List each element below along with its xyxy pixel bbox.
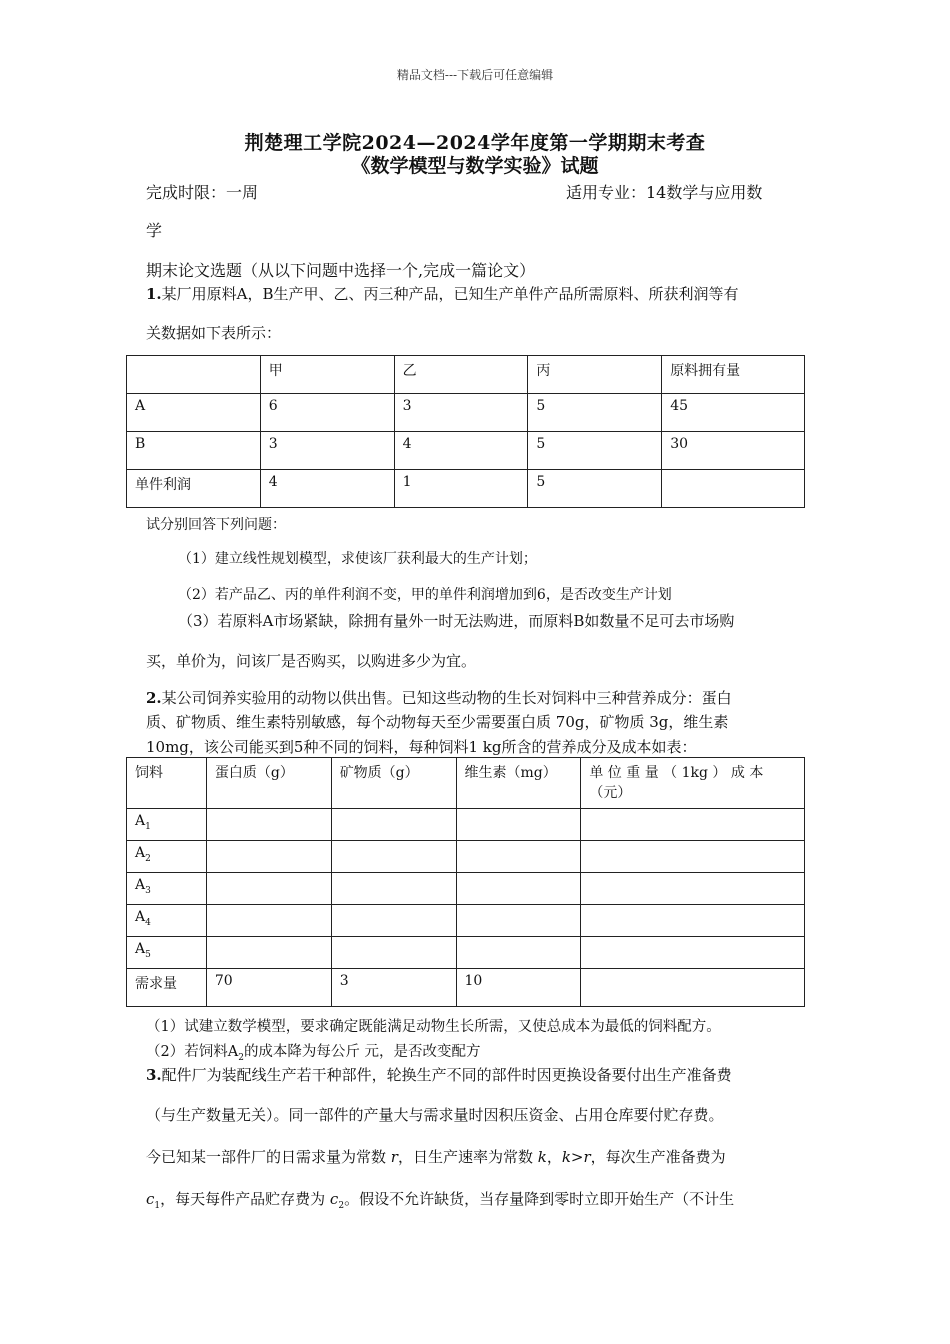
q1-line1 bbox=[146, 283, 739, 304]
table-row bbox=[127, 432, 805, 470]
major-continued: 学 bbox=[146, 221, 163, 240]
q2-line2: 质、矿物质、维生素特别敏感，每个动物每天至少需要蛋白质 70g，矿物质 3g，维生素 bbox=[146, 713, 729, 731]
table-cell: 3 bbox=[260, 432, 394, 470]
table-cell: 1 bbox=[394, 470, 528, 508]
table-cell: 5 bbox=[528, 432, 662, 470]
section-heading: 期末论文选题（从以下问题中选择一个,完成一篇论文） bbox=[146, 261, 536, 280]
table-cell bbox=[581, 873, 805, 905]
table-cell bbox=[581, 809, 805, 841]
table-cell bbox=[456, 873, 581, 905]
table-row bbox=[127, 809, 805, 841]
q3-number: 3. bbox=[146, 1066, 162, 1084]
course-title: 《数学模型与数学实验》试题 bbox=[351, 155, 599, 177]
table-row bbox=[127, 841, 805, 873]
table-cell: A bbox=[127, 394, 261, 432]
q1-prompt: 试分别回答下列问题： bbox=[146, 517, 286, 533]
table-cell bbox=[581, 969, 805, 1007]
major: 适用专业：14数学与应用数 bbox=[566, 183, 763, 202]
q3-line4: $c_1$，每天每件产品贮存费为 $c_2$。假设不允许缺货，当存量降到零时立即开始生产（不计生 bbox=[146, 1190, 735, 1211]
table-cell: 30 bbox=[662, 432, 805, 470]
table-cell bbox=[456, 905, 581, 937]
table-cell bbox=[581, 937, 805, 969]
feed-label: $A_1$ bbox=[127, 809, 207, 841]
q1-text: 某厂用原料A，B生产甲、乙、丙三种产品，已知生产单件产品所需原料、所获利润等有 bbox=[161, 285, 739, 303]
table-cell bbox=[206, 873, 331, 905]
q2-line3: 10mg，该公司能买到5种不同的饲料，每种饲料1 kg所含的营养成分及成本如表： bbox=[146, 738, 697, 756]
q2-header-cell: 单 位 重 量 （ 1kg ） 成 本（元） bbox=[581, 758, 805, 809]
table-cell bbox=[206, 937, 331, 969]
q1-number: 1. bbox=[146, 285, 162, 303]
table-cell bbox=[331, 809, 456, 841]
table-row bbox=[127, 905, 805, 937]
q2-sub2: （2）若饲料$A_2$的成本降为每公斤 元，是否改变配方 bbox=[146, 1044, 481, 1063]
table-cell bbox=[456, 937, 581, 969]
table-cell bbox=[581, 905, 805, 937]
feed-label: $A_2$ bbox=[127, 841, 207, 873]
q1-table bbox=[126, 355, 805, 508]
q1-sub2: （2）若产品乙、丙的单件利润不变，甲的单件利润增加到6，是否改变生产计划 bbox=[178, 587, 672, 603]
q3-text: 配件厂为装配线生产若干种部件，轮换生产不同的部件时因更换设备要付出生产准备费 bbox=[161, 1066, 732, 1084]
table-cell bbox=[206, 809, 331, 841]
q2-sub1: （1）试建立数学模型，要求确定既能满足动物生长所需，又使总成本为最低的饲料配方。 bbox=[146, 1019, 721, 1035]
table-cell bbox=[206, 905, 331, 937]
table-cell bbox=[331, 905, 456, 937]
q3-line1 bbox=[146, 1064, 732, 1085]
feed-label: $A_4$ bbox=[127, 905, 207, 937]
table-cell: 4 bbox=[394, 432, 528, 470]
table-cell: 4 bbox=[260, 470, 394, 508]
q2-header-cell: 饲料 bbox=[127, 758, 207, 809]
table-cell: 10 bbox=[456, 969, 581, 1007]
table-row bbox=[127, 394, 805, 432]
table-row bbox=[127, 873, 805, 905]
table-row bbox=[127, 937, 805, 969]
q2-text: 某公司饲养实验用的动物以供出售。已知这些动物的生长对饲料中三种营养成分：蛋白 bbox=[161, 689, 732, 707]
table-cell: B bbox=[127, 432, 261, 470]
table-cell: 需求量 bbox=[127, 969, 207, 1007]
q1-sub3-cont: 买，单价为，问该厂是否购买，以购进多少为宜。 bbox=[146, 652, 477, 670]
table-cell: 6 bbox=[260, 394, 394, 432]
table-cell bbox=[331, 873, 456, 905]
q1-sub1: （1）建立线性规划模型，求使该厂获利最大的生产计划； bbox=[178, 551, 537, 567]
q1-sub3: （3）若原料A市场紧缺，除拥有量外一时无法购进，而原料B如数量不足可去市场购 bbox=[178, 612, 735, 630]
table-cell bbox=[662, 470, 805, 508]
table-cell bbox=[456, 809, 581, 841]
q1-header-cell: 甲 bbox=[260, 356, 394, 394]
table-cell bbox=[206, 841, 331, 873]
q1-header-cell: 原料拥有量 bbox=[662, 356, 805, 394]
q1-header-cell bbox=[127, 356, 261, 394]
q2-header-cell: 矿物质（g） bbox=[331, 758, 456, 809]
q2-header-cell: 蛋白质（g） bbox=[206, 758, 331, 809]
table-cell: 3 bbox=[331, 969, 456, 1007]
demand-row bbox=[127, 969, 805, 1007]
time-limit: 完成时限：一周 bbox=[146, 183, 259, 202]
q2-table bbox=[126, 757, 805, 1007]
q2-number: 2. bbox=[146, 689, 162, 707]
q2-table-header bbox=[127, 758, 805, 809]
table-cell bbox=[581, 841, 805, 873]
q2-line1 bbox=[146, 687, 732, 708]
header-note: 精品文档---下载后可任意编辑 bbox=[396, 68, 554, 82]
table-cell bbox=[331, 937, 456, 969]
table-cell: 5 bbox=[528, 470, 662, 508]
q2-header-cell: 维生素（mg） bbox=[456, 758, 581, 809]
q3-line2: （与生产数量无关）。同一部件的产量大与需求量时因积压资金、占用仓库要付贮存费。 bbox=[146, 1106, 724, 1124]
table-cell: 45 bbox=[662, 394, 805, 432]
q1-header-cell: 乙 bbox=[394, 356, 528, 394]
exam-title: 荆楚理工学院2024—2024学年度第一学期期末考查 bbox=[244, 132, 706, 154]
table-cell bbox=[456, 841, 581, 873]
table-cell: 5 bbox=[528, 394, 662, 432]
feed-label: $A_3$ bbox=[127, 873, 207, 905]
q1-header-cell: 丙 bbox=[528, 356, 662, 394]
q1-line2: 关数据如下表所示： bbox=[146, 324, 282, 342]
feed-label: $A_5$ bbox=[127, 937, 207, 969]
table-cell: 70 bbox=[206, 969, 331, 1007]
table-cell: 单件利润 bbox=[127, 470, 261, 508]
q1-table-header bbox=[127, 356, 805, 394]
table-cell bbox=[331, 841, 456, 873]
table-cell: 3 bbox=[394, 394, 528, 432]
table-row bbox=[127, 470, 805, 508]
q3-line3: 今已知某一部件厂的日需求量为常数 r，日生产速率为常数 k，k>r，每次生产准备费为 bbox=[146, 1148, 726, 1166]
